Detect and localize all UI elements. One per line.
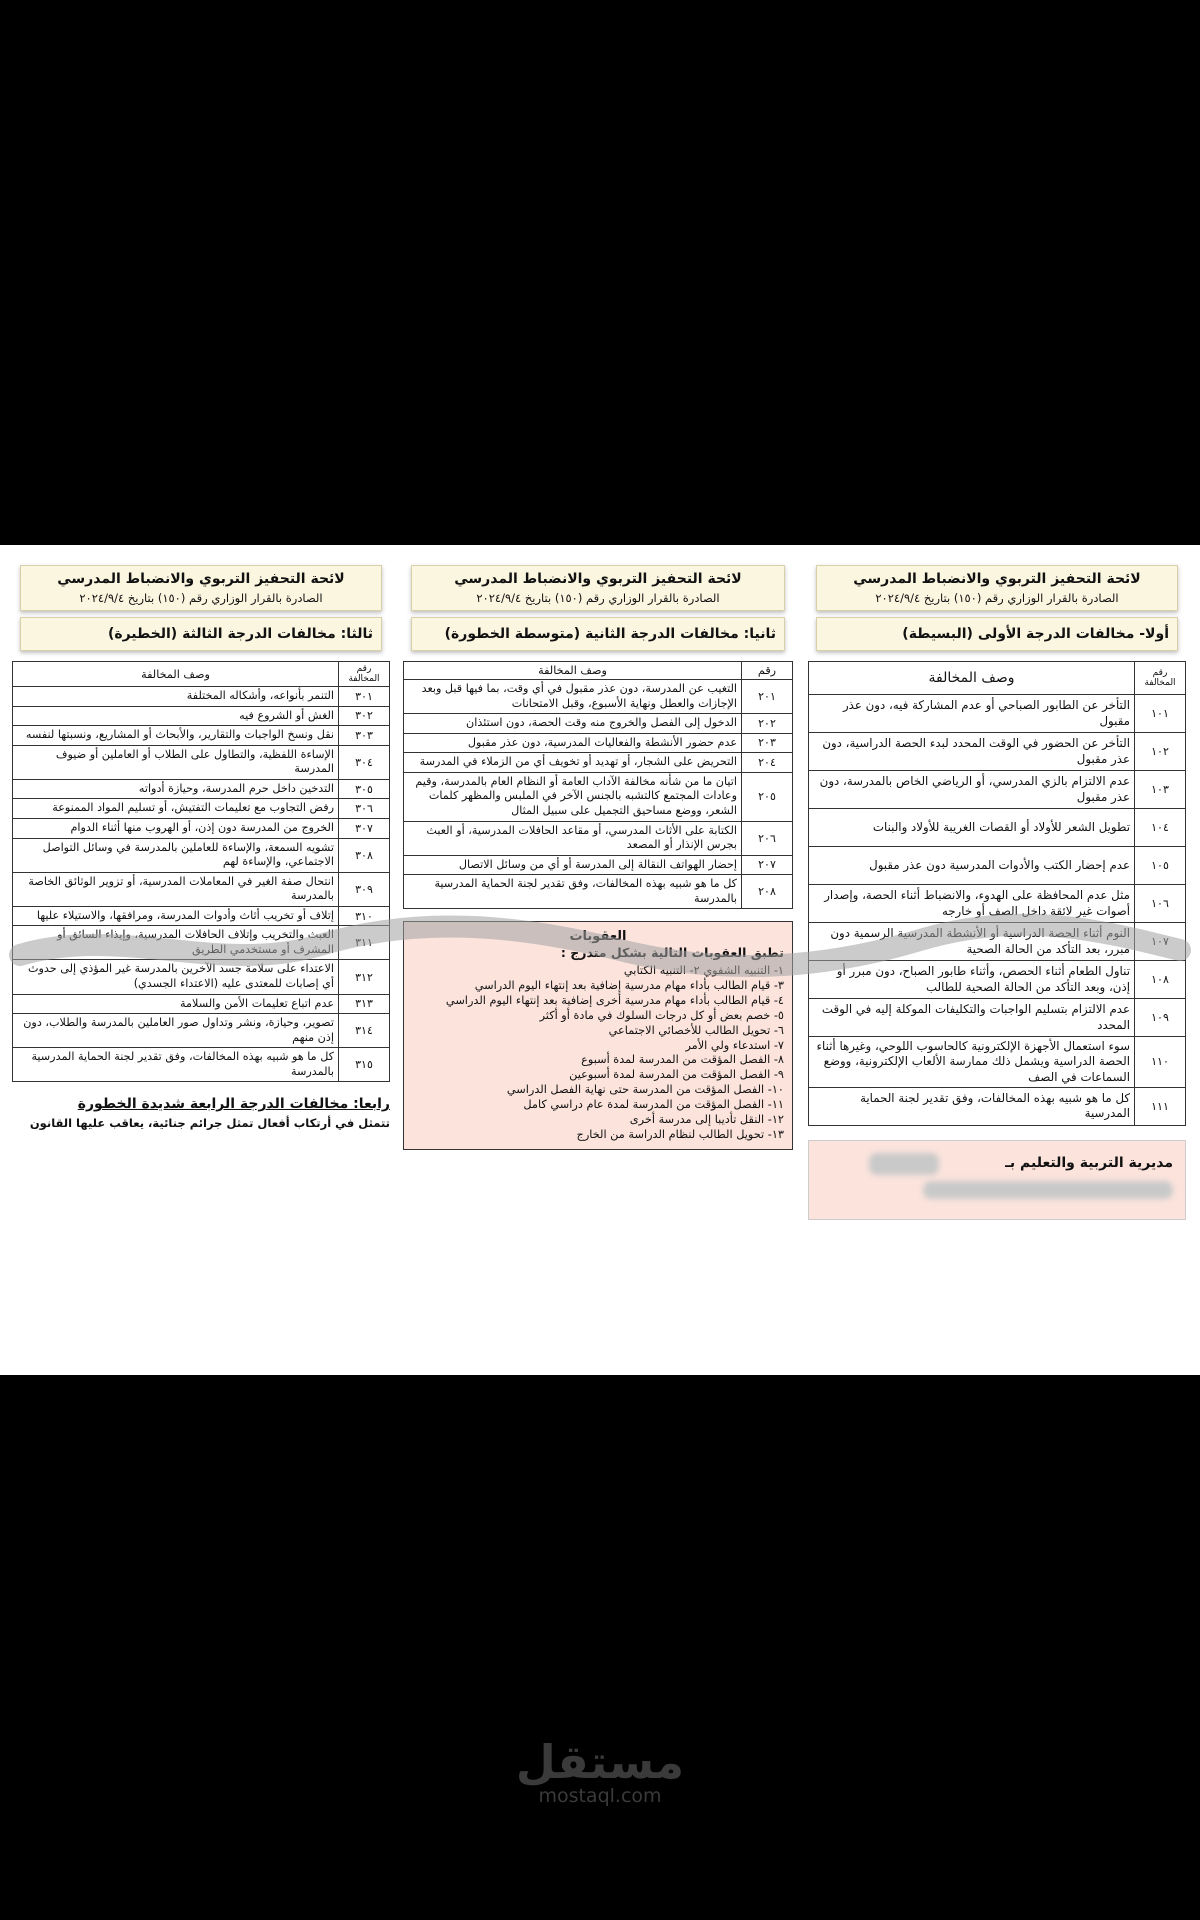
violation-description: الغش أو الشروع فيه [13, 706, 339, 726]
directorate-label: مديرية التربية والتعليم بـ [1005, 1154, 1173, 1171]
table-row [13, 906, 390, 926]
violation-description: العبث والتخريب وإتلاف الحافلات المدرسية، وإيذاء السائق أو المشرف أو مستخدمي الطريق [13, 926, 339, 960]
penalty-item: ١٠- الفصل المؤقت من المدرسة حتى نهاية الفصل الدراسي [506, 1083, 784, 1097]
violation-description: التأخر عن الطابور الصباحي أو عدم المشاركة فيه، دون عذر مقبول [809, 695, 1135, 733]
penalty-item: ٧- استدعاء ولي الأمر [685, 1038, 784, 1052]
table-row [13, 872, 390, 906]
violation-description: عدم اتباع تعليمات الأمن والسلامة [13, 994, 339, 1014]
violations-table [12, 661, 390, 1082]
violation-number: ٢٠٧ [742, 855, 793, 875]
violation-number: ١٠٤ [1135, 809, 1186, 847]
regulation-header [411, 565, 785, 611]
column-second-degree [403, 565, 793, 1150]
violation-number: ٣٠٨ [339, 838, 390, 872]
table-row [809, 733, 1186, 771]
violation-number: ٣٠١ [339, 687, 390, 707]
table-row [404, 733, 793, 753]
violation-description: عدم الالتزام بالزي المدرسي، أو الرياضي الخاص بالمدرسة، دون عذر مقبول [809, 771, 1135, 809]
fourth-degree-section [12, 1096, 390, 1130]
violation-description: مثل عدم المحافظة على الهدوء، والانضباط أثناء الحصة، وإصدار أصوات غير لائقة داخل الصف أو خارجه [809, 885, 1135, 923]
column-third-degree [12, 565, 390, 1130]
table-row [13, 960, 390, 994]
table-row [404, 680, 793, 714]
table-row [404, 772, 793, 821]
table-row [13, 926, 390, 960]
violation-description: عدم إحضار الكتب والأدوات المدرسية دون عذر مقبول [809, 847, 1135, 885]
violation-description: التغيب عن المدرسة، دون عذر مقبول في أي وقت، بما فيها قبل وبعد الإجازات والعطل ونهاية الأسبوع، وقبل الامتحانات [404, 680, 742, 714]
table-row [809, 847, 1186, 885]
violation-description: النوم أثناء الحصة الدراسية أو الأنشطة المدرسية الرسمية دون مبرر، بعد التأكد من الحالة الصحية [809, 923, 1135, 961]
table-row [404, 821, 793, 855]
violation-number: ١٠٦ [1135, 885, 1186, 923]
violation-description: الاعتداء على سلامة جسد الآخرين بالمدرسة غير المؤذي إلى حدوث أي إصابات للمعتدى عليه (الاعتداء الجسدي) [13, 960, 339, 994]
penalty-item: ٨- الفصل المؤقت من المدرسة لمدة أسبوع [581, 1053, 784, 1067]
violation-description: الخروج من المدرسة دون إذن، أو الهروب منها أثناء الدوام [13, 818, 339, 838]
violation-description: كل ما هو شبيه بهذه المخالفات، وفق تقدير لجنة الحماية المدرسية [809, 1087, 1135, 1125]
regulation-title: لائحة التحفيز التربوي والانضباط المدرسي [57, 571, 345, 587]
violation-description: الإساءة اللفظية، والتطاول على الطلاب أو العاملين أو ضيوف المدرسة [13, 745, 339, 779]
violation-description: سوء استعمال الأجهزة الإلكترونية كالحاسوب اللوحي، وغيرها أثناء الحصة الدراسية ويشمل ذلك ممارسة الألعاب الإلكترونية، ووضع السماعات في الصف [809, 1037, 1135, 1088]
logo-arabic: مستقل [515, 1735, 685, 1789]
violation-description: التحريض على الشجار، أو تهديد أو تخويف أي من الزملاء في المدرسة [404, 753, 742, 773]
directorate-box [808, 1140, 1186, 1220]
violation-number: ٢٠٢ [742, 714, 793, 734]
violation-description: رفض التجاوب مع تعليمات التفتيش، أو تسليم المواد الممنوعة [13, 799, 339, 819]
violation-number: ١٠٩ [1135, 999, 1186, 1037]
col-num-header: رقم المخالفة [339, 662, 390, 687]
violation-number: ٣١٢ [339, 960, 390, 994]
table-row [13, 1014, 390, 1048]
violation-number: ٣١٣ [339, 994, 390, 1014]
violation-number: ١١١ [1135, 1087, 1186, 1125]
violation-number: ٣١٥ [339, 1048, 390, 1082]
regulation-header [816, 565, 1178, 611]
regulation-subtitle: الصادرة بالقرار الوزاري رقم (١٥٠) بتاريخ ٢٠٢٤/٩/٤ [79, 591, 323, 605]
fourth-degree-title: رابعا: مخالفات الدرجة الرابعة شديدة الخطورة [77, 1096, 390, 1113]
table-row [13, 745, 390, 779]
violation-number: ١٠٢ [1135, 733, 1186, 771]
regulation-subtitle: الصادرة بالقرار الوزاري رقم (١٥٠) بتاريخ ٢٠٢٤/٩/٤ [476, 591, 720, 605]
violation-description: تصوير، وحيازة، ونشر وتداول صور العاملين بالمدرسة والطلاب، دون إذن منهم [13, 1014, 339, 1048]
violation-number: ٣٠٩ [339, 872, 390, 906]
table-row [13, 838, 390, 872]
category-title: ثالثا: مخالفات الدرجة الثالثة (الخطيرة) [20, 617, 382, 651]
violation-number: ٣٠٣ [339, 726, 390, 746]
violation-description: تطويل الشعر للأولاد أو القصات الغريبة للأولاد والبنات [809, 809, 1135, 847]
mostaql-logo [500, 1735, 700, 1807]
violation-number: ٣٠٤ [339, 745, 390, 779]
penalties-subheading: تطبق العقوبات التالية بشكل متدرج : [560, 945, 784, 961]
violation-number: ٣١٤ [339, 1014, 390, 1048]
violation-description: التدخين داخل حرم المدرسة، وحيازة أدواته [13, 779, 339, 799]
table-row [809, 923, 1186, 961]
violation-number: ١٠٨ [1135, 961, 1186, 999]
table-row [13, 706, 390, 726]
violation-number: ٣٠٧ [339, 818, 390, 838]
violation-description: تشويه السمعة، والإساءة للعاملين بالمدرسة في وسائل التواصل الاجتماعي، والإساءة لهم [13, 838, 339, 872]
col-num-header: رقم المخالفة [1135, 662, 1186, 695]
violation-number: ٢٠٥ [742, 772, 793, 821]
category-title: أولا- مخالفات الدرجة الأولى (البسيطة) [816, 617, 1178, 651]
penalty-item: ١٣- تحويل الطالب لنظام الدراسة من الخارج [576, 1127, 784, 1141]
violation-number: ١٠١ [1135, 695, 1186, 733]
violation-number: ٢٠٨ [742, 875, 793, 909]
col-num-header: رقم [742, 662, 793, 680]
penalty-item: ٩- الفصل المؤقت من المدرسة لمدة أسبوعين [569, 1068, 784, 1082]
violation-number: ٢٠٦ [742, 821, 793, 855]
penalty-item: ٦- تحويل الطالب للأخصائي الاجتماعي [608, 1023, 784, 1037]
penalty-item: ١٢- النقل تأديبا إلى مدرسة أخرى [629, 1113, 784, 1127]
table-row [809, 1087, 1186, 1125]
penalty-item: ١- التنبيه الشفوي ٢- التنبيه الكتابي [623, 963, 784, 977]
violation-number: ٢٠٣ [742, 733, 793, 753]
violation-description: كل ما هو شبيه بهذه المخالفات، وفق تقدير لجنة الحماية المدرسية بالمدرسة [13, 1048, 339, 1082]
redacted-text [869, 1153, 939, 1175]
violation-description: التنمر بأنواعه، وأشكاله المختلفة [13, 687, 339, 707]
regulation-title: لائحة التحفيز التربوي والانضباط المدرسي [454, 571, 742, 587]
table-row [809, 1037, 1186, 1088]
col-desc-header: وصف المخالفة [13, 662, 339, 687]
violations-table [808, 661, 1186, 1126]
table-row [809, 695, 1186, 733]
violation-number: ١٠٥ [1135, 847, 1186, 885]
violation-description: كل ما هو شبيه بهذه المخالفات، وفق تقدير لجنة الحماية المدرسية بالمدرسة [404, 875, 742, 909]
violation-number: ٣٠٥ [339, 779, 390, 799]
table-row [13, 994, 390, 1014]
table-row [13, 818, 390, 838]
penalty-item: ١١- الفصل المؤقت من المدرسة لمدة عام دراسي كامل [523, 1098, 784, 1112]
violation-description: الدخول إلى الفصل والخروج منه وقت الحصة، دون استئذان [404, 714, 742, 734]
penalty-item: ٥- خصم بعض أو كل درجات السلوك في مادة أو أكثر [539, 1008, 784, 1022]
col-desc-header: وصف المخالفة [404, 662, 742, 680]
violation-number: ٣٠٦ [339, 799, 390, 819]
penalty-item: ٣- قيام الطالب بأداء مهام مدرسية إضافية بعد إنتهاء اليوم الدراسي [474, 978, 784, 992]
redacted-text [923, 1181, 1173, 1199]
violation-number: ٣٠٢ [339, 706, 390, 726]
violation-description: اتيان ما من شأنه مخالفة الآداب العامة أو النظام العام بالمدرسة، وقيم وعادات المجتمع كالتشبه بالجنس الآخر في الملبس والمظهر كلمات الشعر، ووضع مساحيق التجميل على سبيل المثال [404, 772, 742, 821]
table-row [404, 855, 793, 875]
violation-number: ٢٠٤ [742, 753, 793, 773]
table-row [809, 999, 1186, 1037]
table-row [809, 885, 1186, 923]
violation-description: عدم الالتزام بتسليم الواجبات والتكليفات الموكلة إليه في الوقت المحدد [809, 999, 1135, 1037]
table-row [13, 799, 390, 819]
violation-description: إتلاف أو تخريب أثاث وأدوات المدرسة، ومرافقها، والاستيلاء عليها [13, 906, 339, 926]
violation-number: ١٠٧ [1135, 923, 1186, 961]
violation-number: ٣١٠ [339, 906, 390, 926]
violation-number: ٢٠١ [742, 680, 793, 714]
table-row [13, 726, 390, 746]
col-desc-header: وصف المخالفة [809, 662, 1135, 695]
violation-description: التأخر عن الحضور في الوقت المحدد لبدء الحصة الدراسية، دون عذر مقبول [809, 733, 1135, 771]
penalties-heading: العقوبات [569, 929, 627, 945]
violation-number: ١١٠ [1135, 1037, 1186, 1088]
regulation-subtitle: الصادرة بالقرار الوزاري رقم (١٥٠) بتاريخ ٢٠٢٤/٩/٤ [875, 591, 1119, 605]
violation-number: ١٠٣ [1135, 771, 1186, 809]
table-row [404, 714, 793, 734]
violation-number: ٣١١ [339, 926, 390, 960]
penalty-item: ٤- قيام الطالب بأداء مهام مدرسية أخرى إضافية بعد إنتهاء اليوم الدراسي [445, 993, 784, 1007]
violation-description: إحضار الهواتف النقالة إلى المدرسة أو أي من وسائل الاتصال [404, 855, 742, 875]
table-row [13, 1048, 390, 1082]
violation-description: الكتابة على الأثاث المدرسي، أو مقاعد الحافلات المدرسية، أو العبث بجرس الإنذار أو المصعد [404, 821, 742, 855]
violation-description: تناول الطعام أثناء الحصص، وأثناء طابور الصباح، دون مبرر أو إذن، وبعد التأكد من الحالة الصحية للطالب [809, 961, 1135, 999]
table-row [404, 753, 793, 773]
violation-description: عدم حضور الأنشطة والفعاليات المدرسية، دون عذر مقبول [404, 733, 742, 753]
fourth-degree-text: تتمثل في أرتكاب أفعال تمثل جرائم جنائية، يعاقب عليها القانون [29, 1116, 390, 1131]
regulation-header [20, 565, 382, 611]
category-title: ثانيا: مخالفات الدرجة الثانية (متوسطة الخطورة) [411, 617, 785, 651]
table-row [404, 875, 793, 909]
penalties-box [403, 921, 793, 1150]
violation-description: نقل ونسخ الواجبات والتقارير، والأبحاث أو المشاريع، ونسبتها لنفسه [13, 726, 339, 746]
logo-latin: mostaql.com [538, 1785, 662, 1807]
table-row [809, 771, 1186, 809]
regulation-title: لائحة التحفيز التربوي والانضباط المدرسي [853, 571, 1141, 587]
column-first-degree [808, 565, 1186, 1220]
table-row [809, 809, 1186, 847]
violation-description: انتحال صفة الغير في المعاملات المدرسية، أو تزوير الوثائق الخاصة بالمدرسة [13, 872, 339, 906]
violations-table [403, 661, 793, 909]
table-row [809, 961, 1186, 999]
table-row [13, 687, 390, 707]
table-row [13, 779, 390, 799]
document-sheet [0, 545, 1200, 1375]
